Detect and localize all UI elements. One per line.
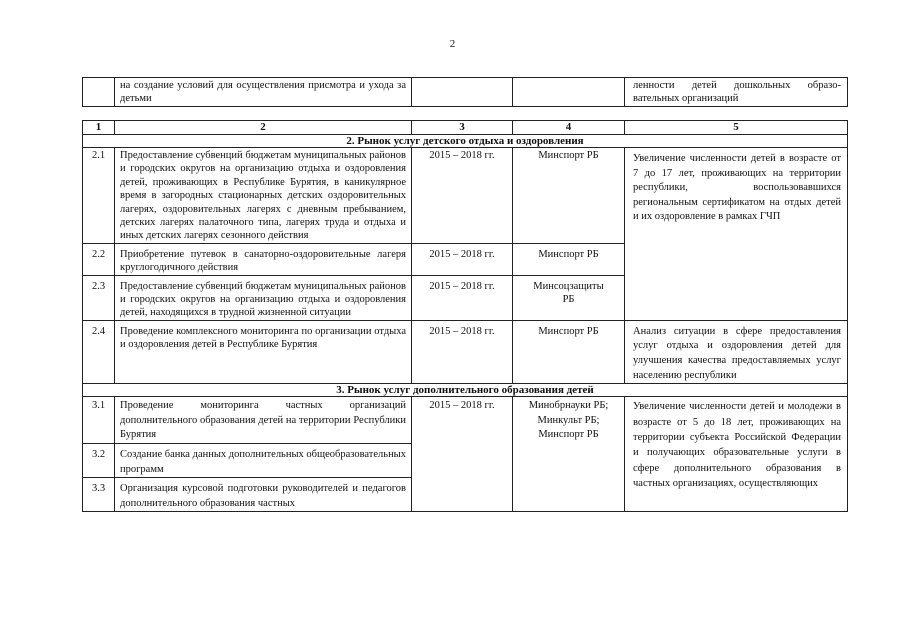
continuation-result: ленности детей дошкольных образо-вательных организаций bbox=[625, 78, 848, 107]
row-number: 2.3 bbox=[83, 275, 115, 320]
table-row bbox=[83, 320, 848, 383]
row-result: Анализ ситуации в сфере предоставления услуг отдыха и оздоровления детей для улучшения качества предоставляемых услуг населению республики bbox=[625, 320, 848, 383]
measures-table bbox=[82, 120, 848, 512]
row-executor: Минсоцзащиты РБ bbox=[513, 275, 625, 320]
row-measure: Приобретение путевок в санаторно-оздоровительные лагеря круглогодичного действия bbox=[115, 243, 412, 275]
row-executor: Минспорт РБ bbox=[513, 148, 625, 244]
row-measure: Организация курсовой подготовки руководителей и педагогов дополнительного образования частных bbox=[115, 478, 412, 512]
row-measure: Проведение мониторинга частных организаций дополнительного образования детей на территории Республики Бурятия bbox=[115, 397, 412, 444]
row-number: 2.2 bbox=[83, 243, 115, 275]
row-number: 2.1 bbox=[83, 148, 115, 244]
row-measure: Создание банка данных дополнительных общеобразовательных программ bbox=[115, 444, 412, 478]
section-row bbox=[83, 135, 848, 148]
row-executor: Минобрнауки РБ; Минкульт РБ; Минспорт РБ bbox=[513, 397, 625, 512]
row-executor: Минспорт РБ bbox=[513, 320, 625, 383]
row-executor: Минспорт РБ bbox=[513, 243, 625, 275]
row-number: 3.2 bbox=[83, 444, 115, 478]
section-title-2: 2. Рынок услуг детского отдыха и оздоровления bbox=[83, 135, 848, 148]
col-header-4: 4 bbox=[513, 121, 625, 135]
table-header-row bbox=[83, 121, 848, 135]
row-result: Увеличение численности детей и молодежи в возрасте от 5 до 18 лет, проживающих на территории субъекта Российской Федерации и получающих образовательные услуги в сфере дополнительного образования в частных организациях, осуществляющих bbox=[625, 397, 848, 512]
row-period: 2015 – 2018 гг. bbox=[412, 397, 513, 512]
row-period: 2015 – 2018 гг. bbox=[412, 320, 513, 383]
continuation-table bbox=[82, 77, 848, 107]
row-number: 3.1 bbox=[83, 397, 115, 444]
page-number: 2 bbox=[449, 38, 456, 50]
col-header-5: 5 bbox=[625, 121, 848, 135]
row-number: 3.3 bbox=[83, 478, 115, 512]
row-period: 2015 – 2018 гг. bbox=[412, 148, 513, 244]
section-row bbox=[83, 384, 848, 397]
col-header-1: 1 bbox=[83, 121, 115, 135]
row-measure: Проведение комплексного мониторинга по организации отдыха и оздоровления детей в Республике Бурятия bbox=[115, 320, 412, 383]
section-title-3: 3. Рынок услуг дополнительного образования детей bbox=[83, 384, 848, 397]
row-period: 2015 – 2018 гг. bbox=[412, 243, 513, 275]
table-row bbox=[83, 78, 848, 107]
table-row bbox=[83, 397, 848, 444]
row-result: Увеличение численности детей в возрасте от 7 до 17 лет, проживающих на территории республики, воспользовавшихся региональным сертификатом на отдых детей и их оздоровление в рамках ГЧП bbox=[625, 148, 848, 321]
row-measure: Предоставление субвенций бюджетам муниципальных районов и городских округов на организацию отдыха и оздоровления детей, проживающих в Республике Бурятия, в каникулярное время в загородных стационарных детских оздоровительных лагерях, оздоровительных лагерях с дневным пребыванием, детских лагерях палаточного типа, лагерях труда и отдыха и иных детских лагерях сезонного действия bbox=[115, 148, 412, 244]
row-measure: Предоставление субвенций бюджетам муниципальных районов и городских округов на организацию отдыха и оздоровления детей, находящихся в трудной жизненной ситуации bbox=[115, 275, 412, 320]
continuation-measure: на создание условий для осуществления присмотра и ухода за детьми bbox=[115, 78, 412, 107]
col-header-2: 2 bbox=[115, 121, 412, 135]
row-period: 2015 – 2018 гг. bbox=[412, 275, 513, 320]
col-header-3: 3 bbox=[412, 121, 513, 135]
table-row bbox=[83, 148, 848, 244]
row-number: 2.4 bbox=[83, 320, 115, 383]
